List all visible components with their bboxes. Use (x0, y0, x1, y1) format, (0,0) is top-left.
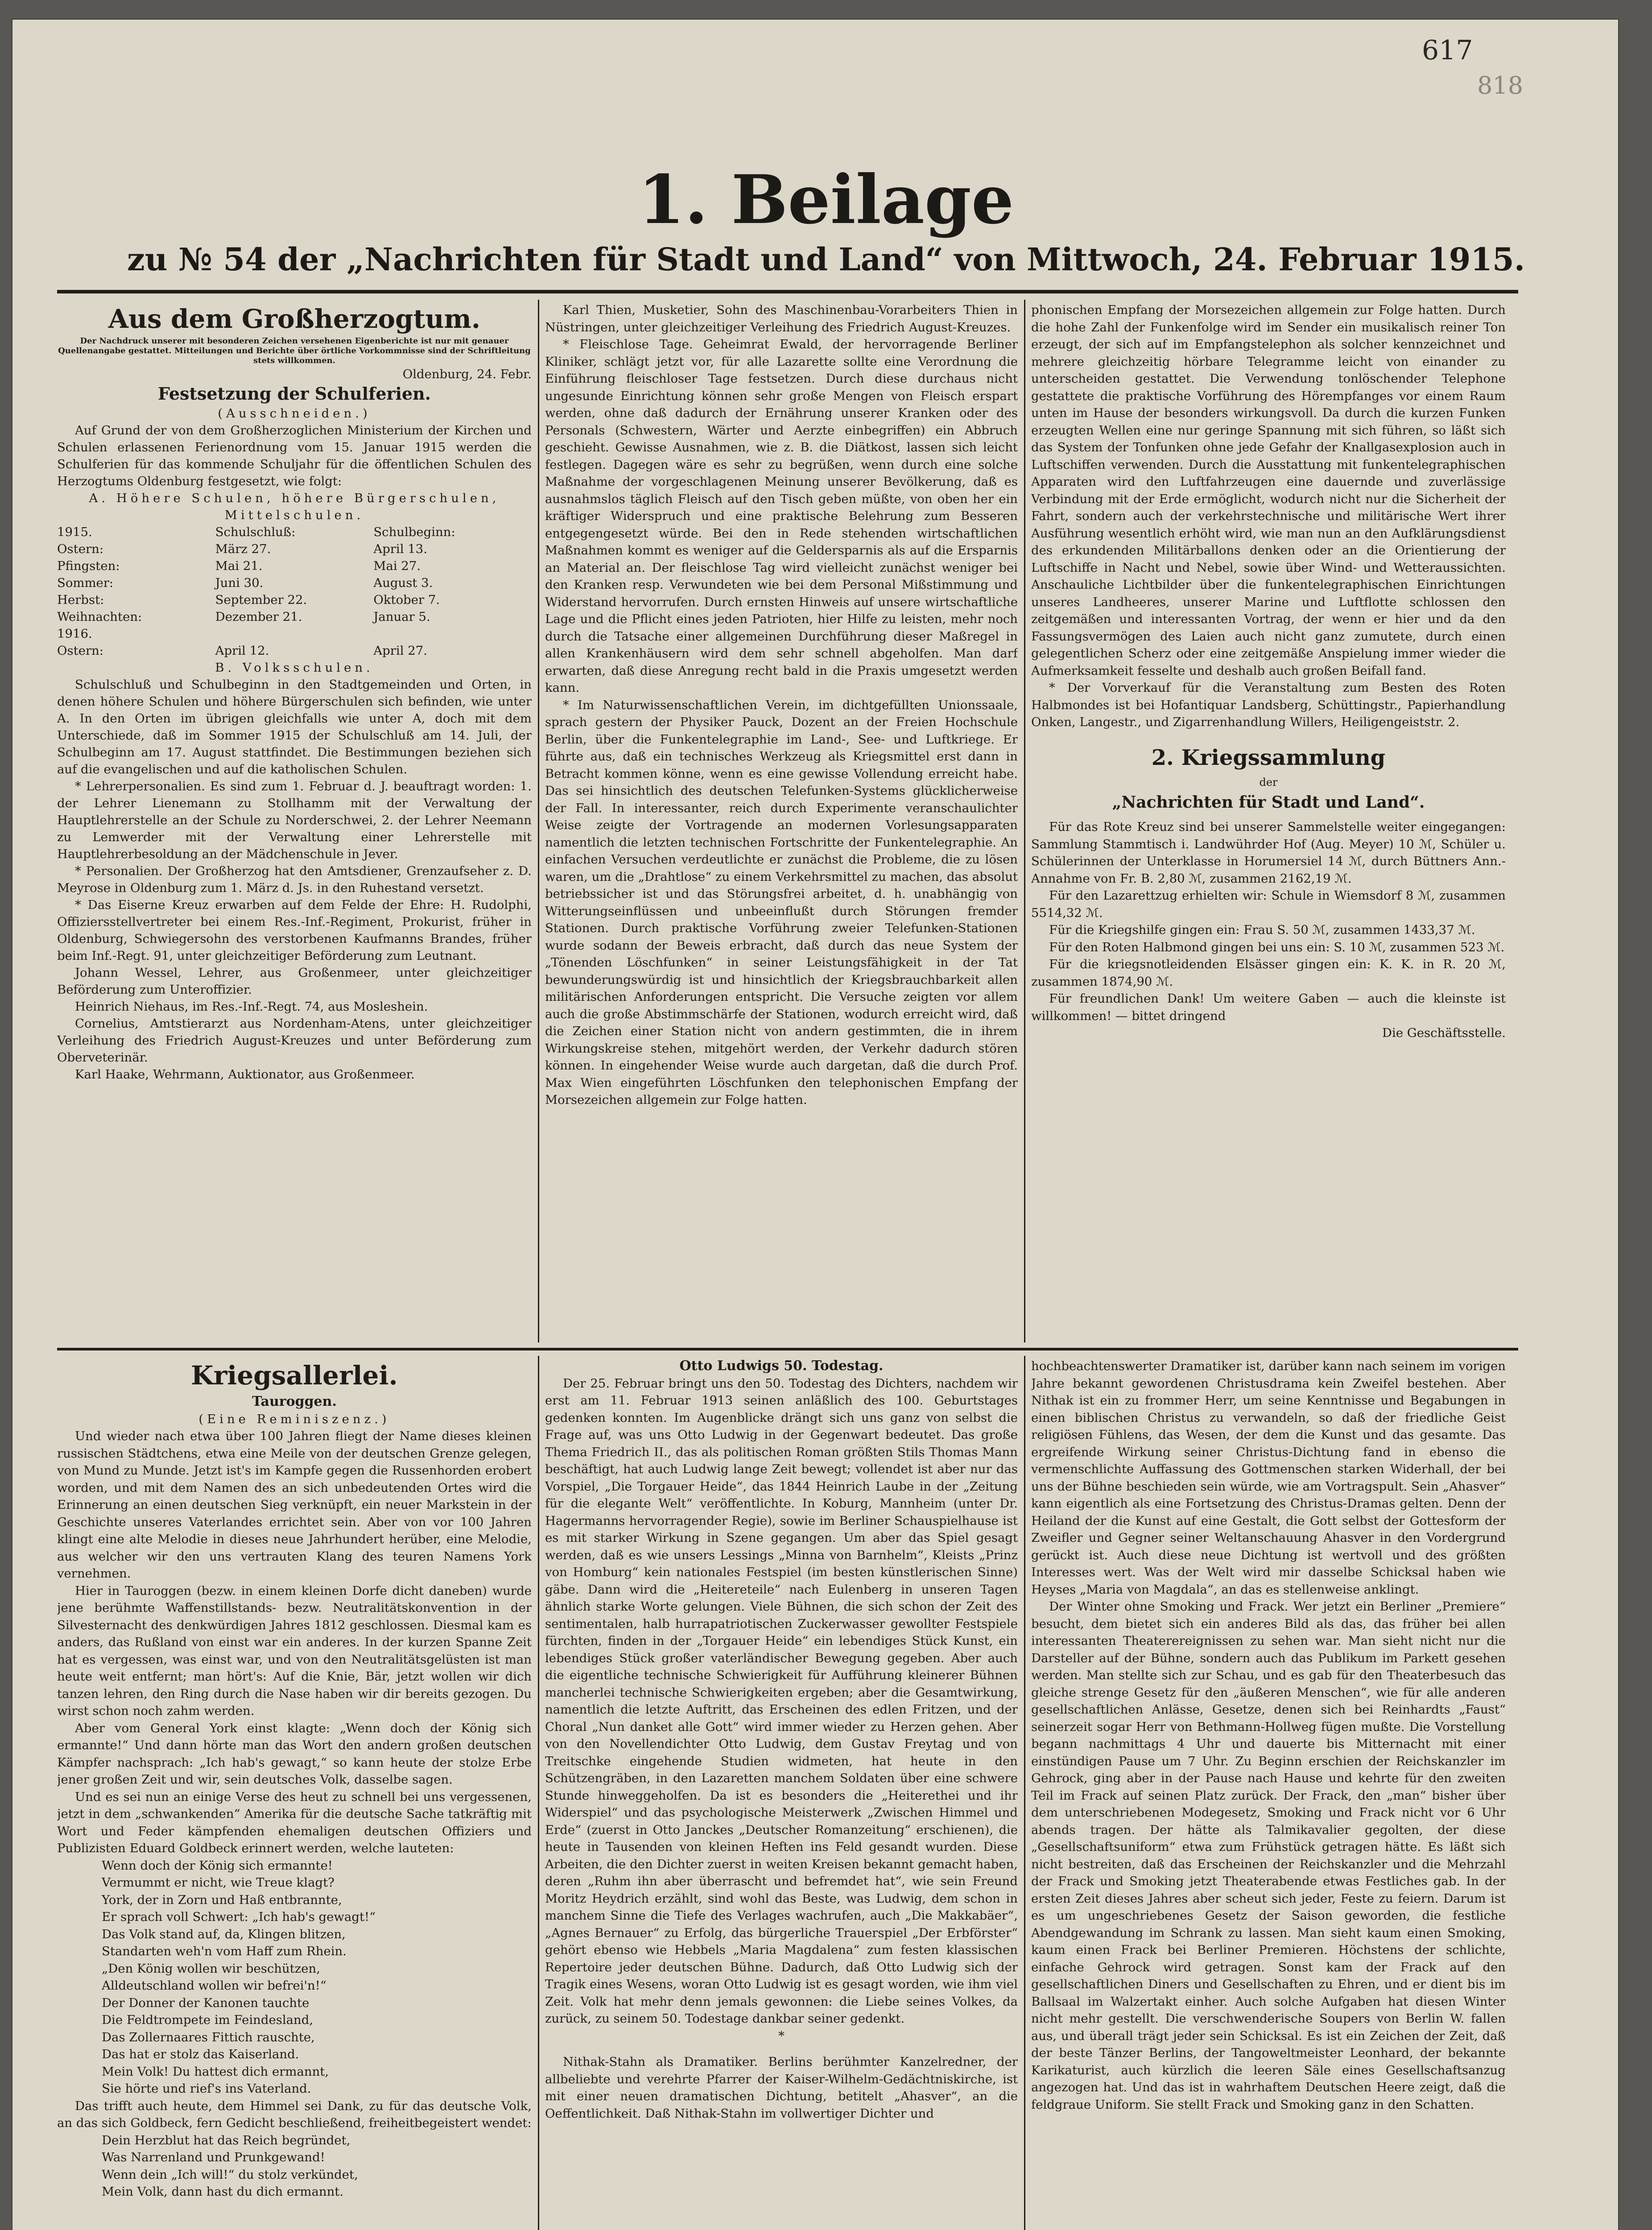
table-cell: Sommer: (57, 576, 114, 590)
table-row (57, 541, 532, 558)
dateline: Oldenburg, 24. Febr. (402, 367, 532, 381)
col2-divider-lower (1024, 1356, 1025, 2230)
paragraph: Und wieder nach etwa über 100 Jahren fliegt der Name dieses kleinen russischen Städtchens, etwa eine Meile von der deutschen Grenze gelegen, von Mund zu Munde. Jetzt ist's im Kampfe gegen die Russenhorden erobert worden, und mit dem Namen des an sich unbedeutenden Ortes wird die Erinnerung an einen deutschen Sieg verknüpft, ein neuer Markstein in der Geschichte unseres Vaterlandes errichtet sein. Aber von vor 100 Jahren klingt eine alte Melodie in dieses neue Jahrhundert herüber, eine Melodie, aus welcher wir den uns vertrauten Klang des teuren Namens York vernehmen. (57, 1429, 532, 1581)
collection-entry: Für den Roten Halbmond gingen bei uns ein: S. 10 ℳ, zusammen 523 ℳ. (1049, 940, 1505, 954)
paragraph: Karl Haake, Wehrmann, Auktionator, aus Großenmeer. (75, 1067, 415, 1082)
table-cell: 1916. (57, 627, 92, 641)
presale-note: * Der Vorverkauf für die Veranstaltung zum Besten des Roten Halbmondes ist bei Hofantiquar Landsberg, Schüttingstr., Papierhandlung Onken, Langestr., und Zigarrenhandlung Willers, Heiligengeiststr. 2. (1031, 681, 1506, 729)
poem-line: Das Volk stand auf, da, Klingen blitzen, (102, 1927, 346, 1941)
table-cell: Ostern: (57, 542, 104, 556)
poem-line: Der Donner der Kanonen tauchte (102, 1995, 310, 2010)
paragraph: Schulschluß und Schulbeginn in den Stadtgemeinden und Orten, in denen höhere Schulen und höhere Bürgerschulen sich befinden, wie unter A. In den Orten im übrigen gleichfalls wie unter A, doch mit dem Unterschiede, daß im Sommer 1915 der Schulschluß am 14. Juli, der Schulbeginn am 17. August stattfindet. Die Bestimmungen beziehen sich auf die evangelischen und auf die katholischen Schulen. (57, 677, 532, 776)
poem-line: Er sprach voll Schwert: „Ich hab's gewagt!“ (102, 1910, 376, 1924)
paragraph: * Das Eiserne Kreuz erwarben auf dem Felde der Ehre: H. Rudolphi, Offiziersstellvertreter bei einem Res.-Inf.-Regiment, Prokurist, früher in Oldenburg, Schwiegersohn des verstorbenen Kaufmanns Brandes, früher beim Inf.-Regt. 91, unter gleichzeitiger Beförderung zum Leutnant. (57, 898, 532, 963)
poem-line: Vermummt er nicht, wie Treue klagt? (102, 1875, 335, 1890)
article-heading: Otto Ludwigs 50. Todestag. (679, 1358, 884, 1374)
column-1-lower (57, 1358, 532, 2230)
table-cell: Oktober 7. (373, 593, 440, 607)
collection-entry: Für den Lazarettzug erhielten wir: Schule in Wiemsdorf 8 ℳ, zusammen 5514,32 ℳ. (1031, 888, 1506, 920)
column-3-upper (1031, 301, 1506, 1341)
paragraph: Auf Grund der von dem Großherzoglichen Ministerium der Kirchen und Schulen erlassenen Ferienordnung vom 15. Januar 1915 werden die Schulferien für das kommende Schuljahr für die öffentlichen Schulen des Herzogtums Oldenburg festgesetzt, wie folgt: (57, 423, 532, 488)
supplement-title: 1. Beilage (638, 161, 1014, 239)
page-number: 617 (1422, 35, 1473, 66)
supplement-subtitle: zu № 54 der „Nachrichten für Stadt und Land“ von Mittwoch, 24. Februar 1915. (127, 241, 1525, 278)
section-a-heading: A. Höhere Schulen, höhere Bürgerschulen, Mittelschulen. (89, 491, 500, 522)
table-cell: April 13. (373, 542, 428, 556)
poem-line: Was Narrenland und Prunkgewand! (102, 2150, 325, 2164)
paragraph: Cornelius, Amtstierarzt aus Nordenham-Atens, unter gleichzeitiger Verleihung des Friedrich August-Kreuzes und unter Beförderung zum Oberveterinär. (57, 1016, 532, 1065)
column-1-upper (57, 301, 532, 1341)
poem-line: Standarten weh'n vom Haff zum Rhein. (102, 1944, 347, 1958)
paragraph: Karl Thien, Musketier, Sohn des Maschinenbau-Vorarbeiters Thien in Nüstringen, unter gleichzeitiger Verleihung des Friedrich August-Kreuzes. (545, 303, 1018, 334)
column-3-lower (1031, 1358, 1506, 2230)
table-cell: Schulbeginn: (373, 525, 455, 539)
col1-divider (538, 300, 539, 1342)
poem-line: Sie hörte und rief's ins Vaterland. (102, 2081, 311, 2096)
table-cell: Pfingsten: (57, 559, 120, 573)
table-row (57, 591, 532, 608)
copyright-note: Der Nachdruck unserer mit besonderen Zeichen versehenen Eigenberichte ist nur mit genauer Quellenangabe gestattet. Mitteilungen und Berichte über örtliche Vorkommnisse sind der Schriftleitung stets willkommen. (58, 336, 531, 365)
paragraph: Hier in Tauroggen (bezw. in einem kleinen Dorfe dicht daneben) wurde jene berühmte Waffenstillstands- bezw. Neutralitätskonvention in der Silvesternacht des denkwürdigen Jahres 1812 geschlossen. Diesmal kam es anders, das Rußland von einst war ein anderes. In der kurzen Spanne Zeit hat es vergessen, was einst war, und von den Neutralitätsgelüsten ist man heute weit entfernt; man hört's: Auf die Knie, Bär, jetzt wollen wir dich tanzen lehren, den Ring durch die Nase haben wir dir bereits gezogen. Du wirst schon noch zahm werden. (57, 1583, 532, 1718)
poem-line: Wenn doch der König sich ermannte! (102, 1858, 333, 1873)
page-number-faint: 818 (1477, 71, 1524, 99)
table-header (57, 524, 532, 541)
col1-divider-lower (538, 1356, 539, 2230)
collection-entry: Für die kriegsnotleidenden Elsässer gingen ein: K. K. in R. 20 ℳ, zusammen 1874,90 ℳ. (1031, 957, 1506, 989)
article-subheading: (Eine Reminiszenz.) (198, 1412, 390, 1426)
collection-entry: Für das Rote Kreuz sind bei unserer Sammelstelle weiter eingegangen: Sammlung Stammtisch i. Landwührder Hof (Aug. Meyer) 10 ℳ, Schüler u. Schülerinnen der Unterklasse in Horumersiel 14 ℳ, durch Büttners Ann.-Annahme von Fr. B. 2,80 ℳ, zusammen 2162,19 ℳ. (1031, 820, 1506, 886)
paragraph: Der Winter ohne Smoking und Frack. Wer jetzt ein Berliner „Premiere“ besucht, dem bietet sich ein anderes Bild als das, das früher bei allen interessanten Theaterereignissen zu sehen war. Man sieht nicht nur die Darsteller auf der Bühne, sondern auch das Publikum im Parkett gesehen werden. Man stellte sich zur Schau, und es gab für den Theaterbesuch das gleiche strenge Gesetz für den „äußeren Menschen“, wie für alle anderen gesellschaftlichen Anlässe, Gesetze, denen sich bei Reinhardts „Faust“ seinerzeit sogar Herr von Bethmann-Hollweg fügen mußte. Die Vorstellung begann nachmittags 4 Uhr und dauerte bis Mitternacht mit einer einstündigen Pause um 7 Uhr. Zu Beginn erschien der Reichskanzler im Gehrock, ging aber in der Pause nach Hause und kehrte für den zweiten Teil im Frack auf seinen Platz zurück. Der Frack, den „man“ bisher über dem unterschriebenen Modegesetz, Smoking und Frack nicht vor 6 Uhr abends tragen. Der hätte als Talmikavalier gegolten, der diese „Gesellschaftsuniform“ etwa zum Frühstück getragen hätte. Es läßt sich nicht bestreiten, daß das Erscheinen der Reichskanzler und die Mehrzahl der Frack und Smoking jetzt Theaterabende etwas Festliches gab. In der ersten Zeit dieses Jahres aber scheut sich jeder, Feste zu feiern. Darum ist es um ungeschriebenes Gesetz der Saison geworden, die festliche Abendgewandung im Schrank zu lassen. Man sieht kaum einen Smoking, kaum einen Frack bei Berliner Premieren. Höchstens der schlichte, einfache Gehrock wird getragen. Sonst kam der Frack auf den gesellschaftlichen Diners und Gesellschaften zu Ehren, und er dient bis im Ballsaal im Walzertakt einher. Auch solche Aufgaben hat diesen Winter nicht mehr gestellt. Die verschwenderische Soupers von Berlin W. fallen aus, und überall trägt jeder sein Schicksal. Es ist ein Zeichen der Zeit, daß der beste Tänzer Berlins, der Tangoweltmeister Leonhard, der bekannte Karikaturist, auch kürzlich die leeren Säle eines Gesellschaftsanzug angezogen hat. Und das ist in wahrhaftem Deutschen Heere zeigt, daß die feldgraue Uniform. Sie stellt Frack und Smoking ganz in den Schatten. (1031, 1599, 1506, 2112)
table-cell: Weihnachten: (57, 610, 142, 624)
collection-entry: Für freundlichen Dank! Um weitere Gaben — auch die kleinste ist willkommen! — bittet dringend (1031, 991, 1506, 1023)
column-2-upper (545, 301, 1018, 1341)
collection-newspaper: „Nachrichten für Stadt und Land“. (1112, 793, 1425, 812)
poem-line: Die Feldtrompete im Feindesland, (102, 2013, 314, 2027)
poem-line: Mein Volk! Du hattest dich ermannt, (102, 2064, 329, 2079)
paragraph: Aber vom General York einst klagte: „Wenn doch der König sich ermannte!“ Und dann hörte man das Wort den andern großen deutschen Kämpfer nachsprach: „Ich hab's gewagt,“ so kann heute der stolze Erbe jener großen Zeit und wir, sein deutsches Volk, dasselbe sagen. (57, 1721, 532, 1787)
poem-line: Alldeutschland wollen wir befrei'n!“ (102, 1978, 326, 1993)
article-subheading: (Ausschneiden.) (218, 406, 371, 421)
section-heading: Kriegsallerlei. (191, 1360, 398, 1391)
paragraph: * Fleischlose Tage. Geheimrat Ewald, der hervorragende Berliner Kliniker, schlägt jetzt vor, für alle Lazarette sollte eine Verordnung die Einführung fleischloser Tage festsetzen. Durch diese durchaus nicht ungesunde Einrichtung können sehr große Mengen von Fleisch erspart werden, ohne daß dadurch der Ernährung unserer Kranken oder des Personals (Schwestern, Wärter und Aerzte einbegriffen) ein Abbruch geschieht. Gewisse Ausnahmen, wie z. B. die Diätkost, lassen sich leicht festlegen. Dagegen wäre es sehr zu begrüßen, wenn durch eine solche Maßnahme der vorgeschlagenen Meinung unserer Bevölkerung, daß es ausnahmslos täglich Fleisch auf den Tisch geben müßte, von oben her ein kräftiger Widerspruch und eine praktische Belehrung zum Besseren entgegengesetzt würde. Bei den in Rede stehenden wirtschaftlichen Maßnahmen kommt es weniger auf die Geldersparnis als auf die Ersparnis an Material an. Der fleischlose Tag wird vielleicht zunächst weniger bei den Kranken resp. Verwundeten wie bei dem Personal Mißstimmung und Widerstand hervorrufen. Durch ernsten Hinweis auf unsere wirtschaftliche Lage und die Pflicht eines jeden Patrioten, hier Hilfe zu leisten, mehr noch durch die Tatsache einer allgemeinen Durchführung dieser Maßregel in allen Krankenhäusern wird dem sehr schnell abgeholfen. Man darf erwarten, daß diese Anregung recht bald in die Praxis umgesetzt werden kann. (545, 337, 1018, 695)
table-row (57, 574, 532, 591)
poem-line: Wenn dein „Ich will!“ du stolz verkündet, (102, 2167, 358, 2182)
paragraph: Das trifft auch heute, dem Himmel sei Dank, zu für das deutsche Volk, an das sich Goldbeck, fern Gedicht beschließend, freiheitbegeistert wendet: (57, 2098, 532, 2130)
paragraph: * Lehrerpersonalien. Es sind zum 1. Februar d. J. beauftragt worden: 1. der Lehrer Lienemann zu Stollhamm mit der Verwaltung der Hauptlehrerstelle an der Schule zu Norderschwei, 2. der Lehrer Neemann zu Lemwerder mit der Verwaltung einer Lehrerstelle mit Hauptlehrerbesoldung an der Mädchenschule in Jever. (57, 779, 532, 861)
table-cell: August 3. (373, 576, 433, 590)
poem-line: Das Zollernaares Fittich rauschte, (102, 2030, 315, 2044)
section-b-heading: B. Volksschulen. (215, 661, 374, 675)
table-cell: Schulschluß: (215, 525, 296, 539)
table-cell: Herbst: (57, 593, 104, 607)
table-cell: Ostern: (57, 644, 104, 658)
paragraph: hochbeachtenswerter Dramatiker ist, darüber kann nach seinem im vorigen Jahre bekannt gewordenen Christusdrama kein Zweifel bestehen. Aber Nithak ist ein zu frommer Herr, um seine Kenntnisse und Begabungen in einen biblischen Christus zu verwandeln, so daß der friedliche Geist religiösen Fühlens, das Wesen, der dem die Kunst und das gesamte. Das ergreifende Wirkung seiner Christus-Dichtung fand in ebenso die vermenschlichte Auffassung des Gottmenschen starken Widerhall, der bei uns der Bühne beschieden sein würde, wie am Vortragspult. Sein „Ahasver“ kann eigentlich als eine Fortsetzung des Christus-Dramas gelten. Denn der Heiland der die Kunst auf eine Gestalt, die Gott selbst der Gottesform der Zweifler und Gegner seiner Weltanschauung Ahasver in den Vordergrund gerückt ist. Auch diese neue Dichtung ist wertvoll und des größten Interesses wert. Was der Welt wird mir dasselbe Schicksal haben wie Heyses „Maria von Magdala“, an das es stellenweise anklingt. (1031, 1359, 1506, 1597)
poem-line: Mein Volk, dann hast du dich ermannt. (102, 2185, 344, 2199)
section-heading: Aus dem Großherzogtum. (108, 304, 481, 334)
collection-entry: Für die Kriegshilfe gingen ein: Frau S. 50 ℳ, zusammen 1433,37 ℳ. (1049, 923, 1475, 937)
table-cell: 1915. (57, 525, 92, 539)
col2-divider (1024, 300, 1025, 1342)
table-row (57, 642, 532, 659)
table-cell: April 12. (215, 644, 269, 658)
paragraph: phonischen Empfang der Morsezeichen allgemein zur Folge hatten. Durch die hohe Zahl der Funkenfolge wird im Sender ein musikalisch reiner Ton erzeugt, der sich auf im Empfangstelephon als solcher kennzeichnet und mehrere gleichzeitig hörbare Telegramme leicht von einander zu unterscheiden gestattet. Die Verwendung tonlöschender Telephone gestattete die praktische Vorführung des Hörempfanges vor einem Raum unten im Hause der besonders wirkungsvoll. Da durch die kurzen Funken erzeugten Wellen eine nur geringe Spannung mit sich führen, so läßt sich das System der Tonfunken ohne jede Gefahr der Knallgasexplosion auch in Luftschiffen verwenden. Durch die Ausstattung mit funkentelegraphischen Apparaten wird den Luftfahrzeugen eine dauernde und zuverlässige Verbindung mit der Erde ermöglicht, wodurch nicht nur die Sicherheit der Fahrt, sondern auch der verkehrstechnische und militärische Wert ihrer Ausführung wesentlich erhöht wird, wie man nun an den Aufklärungsdienst des erkundenden Militärballons denken oder an die Orientierung der Luftschiffe in Nacht und Nebel, sowie über Wind- und Wetteraussichten. Anschauliche Lichtbilder über die funkentelegraphischen Einrichtungen unseres Landheeres, unserer Marine und Luftflotte schlossen den zeitgemäßen und interessanten Vortrag, der wenn er hier und da den Fassungsvermögen des Laien auch nicht ganz zumutete, durch einen gelegentlichen Scherz oder eine zeitgemäße Anspielung immer wieder die Aufmerksamkeit fesselte und deshalb auch großen Beifall fand. (1031, 303, 1506, 678)
signature: Die Geschäftsstelle. (1382, 1026, 1506, 1040)
table-row (57, 625, 532, 642)
table-cell: Juni 30. (215, 576, 264, 590)
collection-of: der (1259, 776, 1278, 789)
table-cell: Mai 27. (373, 559, 421, 573)
article-heading: Tauroggen. (252, 1394, 337, 1409)
paragraph: Der 25. Februar bringt uns den 50. Todestag des Dichters, nachdem wir erst am 11. Februar 1913 seinen anläßlich des 100. Geburtstages gedenken konnten. Im Augenblicke drängt sich uns ganz von selbst die Frage auf, was uns Otto Ludwig in der Gegenwart bedeutet. Das große Thema Friedrich II., das als politischen Roman größten Stils Thomas Mann beschäftigt, hat auch Ludwig lange Zeit bewegt; vollendet ist aber nur das Vorspiel, „Die Torgauer Heide“, das 1844 Heinrich Laube in der „Zeitung für die elegante Welt“ veröffentlichte. In Koburg, Mannheim (unter Dr. Hagermanns hervorragender Regie), sowie im Berliner Schauspielhause ist es mit starker Wirkung in Szene gegangen. Um aber das Spiel gesagt werden, daß es wie unsers Lessings „Minna von Barnhelm“, Kleists „Prinz von Homburg“ kein nationales Festspiel (im besten künstlerischen Sinne) gäbe. Dann wird die „Heitereteile“ nach Eulenberg in unseren Tagen ähnlich starke Worte gelungen. Viele Bühnen, die sich schon der Zeit des sentimentalen, halb hurrapatriotischen Zuckerwasser gewollter Festspiele fürchten, finden in der „Torgauer Heide“ ein lebendiges Stück Kunst, ein lebendiges Stück großer vaterländischer Bewegung gegeben. Aber auch die eigentliche technische Schwierigkeit für Aufführung kleinerer Bühnen mancherlei technische Schwierigkeiten ergeben; aber die Gesamtwirkung, namentlich die letzte Auftritt, das Erscheinen des edlen Fritzen, und der Choral „Nun danket alle Gott“ wird immer wieder zu Herzen gehen. Aber von den Novellendichter Otto Ludwig, dem Gustav Freytag und von Treitschke eingehende Studien widmeten, hat heute in den Schützengräben, in den Lazaretten manchem Soldaten über eine schwere Stunde hinweggeholfen. Da ist es besonders die „Heiterethei und ihr Widerspiel“ und das psychologische Meisterwerk „Zwischen Himmel und Erde“ (zuerst in Otto Janckes „Deutscher Romanzeitung“ erschienen), die heute in Tausenden von kleinen Heften ins Feld gesandt wurden. Diese Arbeiten, die den Dichter zuerst in weiten Kreisen bekannt gemacht haben, deren „Ruhm ihn aber überrascht und befremdet hat“, wie sein Freund Moritz Heydrich erzählt, sind wohl das Beste, was Ludwig, dem schon in manchem Sinne die Tiefe des Verlages wachrufen, auch „Die Makkabäer“, „Agnes Bernauer“ zu Erfolg, das bürgerliche Trauerspiel „Der Erbförster“ gehört ebenso wie Hebbels „Maria Magdalena“ zum festen klassischen Repertoire jeder deutschen Bühne. Dadurch, daß Otto Ludwig sich der Tragik eines Wesens, woran Otto Ludwig ist es gesagt worden, wie ihm viel Zeit. Volk hat mehr denn jemals gewonnen: die Liebe seines Volkes, da zurück, zu seinem 50. Todestage dankbar seiner gedenkt. (545, 1376, 1018, 2026)
separator-star: * (778, 2028, 785, 2043)
paragraph: Heinrich Niehaus, im Res.-Inf.-Regt. 74, aus Mosleshein. (75, 999, 428, 1014)
table-cell: März 27. (215, 542, 271, 556)
poem-line: Das hat er stolz das Kaiserland. (102, 2047, 299, 2061)
paragraph: Johann Wessel, Lehrer, aus Großenmeer, unter gleichzeitiger Beförderung zum Unteroffizier. (57, 966, 532, 997)
column-2-lower (545, 1358, 1018, 2230)
table-row (57, 608, 532, 625)
paragraph: Und es sei nun an einige Verse des heut zu schnell bei uns vergessenen, jetzt in dem „schwankenden“ Amerika für die deutsche Sache tatkräftig mit Wort und Feder kämpfenden ehemaligen deutschen Offiziers und Publizisten Eduard Goldbeck erinnert werden, welche lauteten: (57, 1789, 532, 1855)
paragraph: Nithak-Stahn als Dramatiker. Berlins berühmter Kanzelredner, der allbeliebte und verehrte Pfarrer der Kaiser-Wilhelm-Gedächtniskirche, ist mit einer neuen dramatischen Dichtung, betitelt „Ahasver“, an die Oeffentlichkeit. Daß Nithak-Stahn im vollwertiger Dichter und (545, 2055, 1018, 2121)
paragraph: * Personalien. Der Großherzog hat den Amtsdiener, Grenzaufseher z. D. Meyrose in Oldenburg zum 1. März d. Js. in den Ruhestand versetzt. (57, 864, 532, 895)
table-cell (215, 625, 374, 642)
table-cell (373, 625, 532, 642)
collection-heading: 2. Kriegssammlung (1151, 745, 1386, 770)
table-cell: Januar 5. (373, 610, 430, 624)
table-cell: Mai 21. (215, 559, 263, 573)
table-cell: September 22. (215, 593, 307, 607)
table-cell: April 27. (373, 644, 428, 658)
table-row (57, 558, 532, 574)
middle-rule (57, 1348, 1518, 1350)
poem-line: York, der in Zorn und Haß entbrannte, (102, 1892, 342, 1907)
paragraph: * Im Naturwissenschaftlichen Verein, im dichtgefüllten Unionssaale, sprach gestern der Physiker Pauck, Dozent an der Freien Hochschule Berlin, über die Funkentelegraphie im Land-, See- und Luftkriege. Er führte aus, daß ein technisches Werkzeug als Kriegsmittel erst dann in Betracht kommen könne, wenn es eine gewisse Vollendung erreicht habe. Das sei hinsichtlich des deutschen Telefunken-Systems glücklicherweise der Fall. In interessanter, reich durch Experimente veranschaulichter Weise zeigte der Vortragende an modernen Vorlesungsapparaten namentlich die letzten technischen Fortschritte der Funkentelegraphie. An einfachen Versuchen verdeutlichte er zunächst die Probleme, die zu lösen waren, um die „Drahtlose“ zu einem Verkehrsmittel zu machen, das absolut betriebssicher ist und das Störungsfrei arbeitet, d. h. unabhängig von Witterungseinflüssen und unbeeinflußt durch Störungen fremder Stationen. Durch praktische Vorführung zweier Telefunken-Stationen wurde sodann der Beweis erbracht, daß durch das neue System der „Tönenden Löschfunken“ in seiner Leistungsfähigkeit in der Tat bewunderungswürdig ist und hinsichtlich der Kriegsbrauchbarkeit allen militärischen Anforderungen entspricht. Die Versuche zeigten vor allem auch die große Abstimmschärfe der Stationen, wodurch erreicht wird, daß die Zeichen einer Station nicht von andern gestimmten, die in ihrem Wirkungskreise stehen, mitgehört werden, der Verkehr dadurch stören können. In eingehender Weise wurde auch dargetan, daß die durch Prof. Max Wien eingeführten Löschfunken den telephonischen Empfang der Morsezeichen allgemein zur Folge hatten. (545, 698, 1018, 1107)
top-rule (57, 290, 1518, 293)
poem-line: Dein Herzblut hat das Reich begründet, (102, 2133, 351, 2147)
poem-line: „Den König wollen wir beschützen, (102, 1961, 320, 1976)
article-heading: Festsetzung der Schulferien. (157, 384, 431, 404)
table-cell: Dezember 21. (215, 610, 302, 624)
